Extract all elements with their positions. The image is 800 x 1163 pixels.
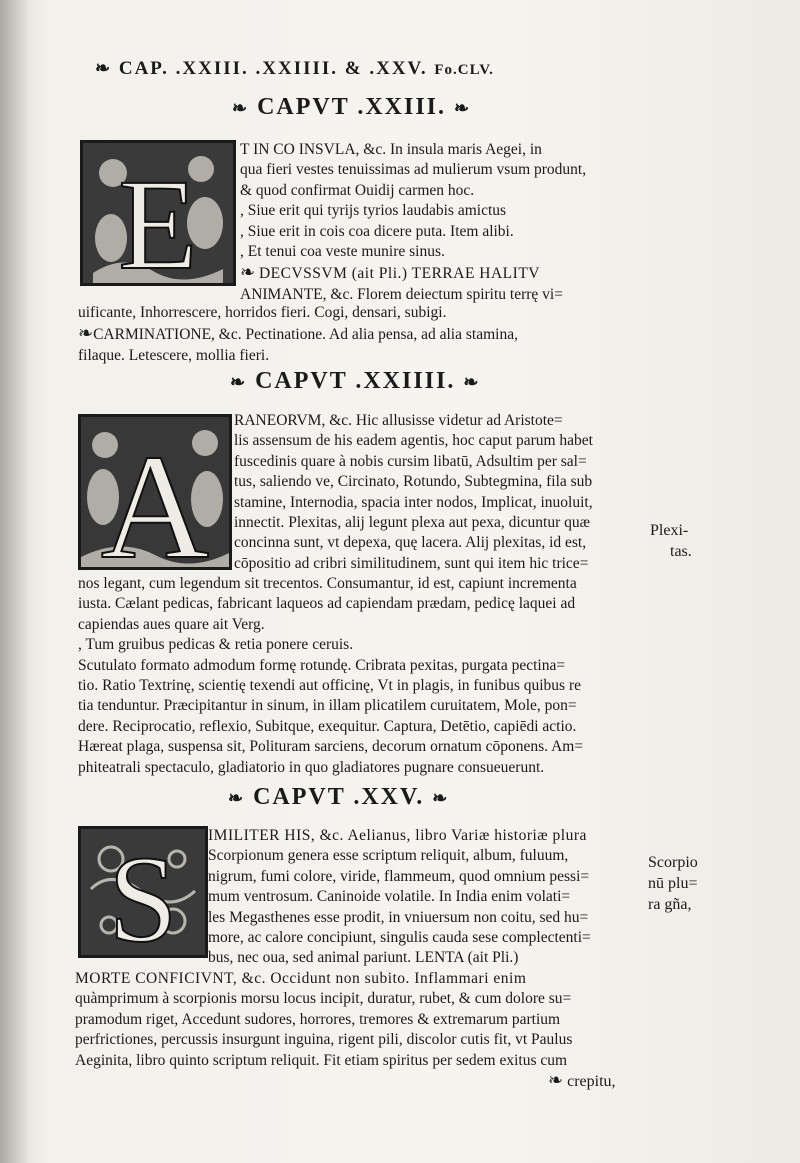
svg-text:E: E xyxy=(118,153,198,283)
fleuron-icon: ❧ xyxy=(240,262,256,283)
section-xxiiii-lines-indented xyxy=(234,411,593,574)
text-line: uificante, Inhorrescere, horridos fieri. Cogi, densari, subigi. xyxy=(78,304,447,321)
text-line xyxy=(240,262,586,284)
text-line: & quod confirmat Ouidij carmen hoc. xyxy=(240,181,475,199)
fleuron-icon: ❧ xyxy=(78,323,94,344)
verse-line: , Tum gruibus pedicas & retia ponere ceruis. xyxy=(78,636,354,654)
section-xxv-lines-indented xyxy=(208,826,591,969)
margin-note-line: nū plu= xyxy=(648,875,698,892)
text-line: Scorpionum genera esse scriptum reliquit, album, fuluum, xyxy=(208,847,569,865)
svg-text:S: S xyxy=(108,831,178,955)
section-xxv-lines-full xyxy=(75,969,572,1071)
text-line: Scutulato formato admodum formę rotundę. Cribrata pexitas, purgata pectina= xyxy=(78,656,566,674)
text-line: perfrictiones, percussis insurgunt inguina, rigent pili, discolor cutis fit, vt Paulus xyxy=(75,1031,573,1049)
margin-note-line: ra gña, xyxy=(648,896,692,913)
lemma-text: CARMINATIONE, &c. Pectinatione. Ad alia pensa, ad alia stamina, xyxy=(93,326,518,344)
text-line: Aeginita, libro quinto scriptum reliquit. Fit etiam spiritus per sedem exitus cum xyxy=(75,1051,568,1069)
text-line: nos legant, cum legendum sit trecentos. Consumantur, id est, capiunt incrementa xyxy=(78,575,577,592)
section-xxiiii-lines-full xyxy=(78,574,583,778)
running-head-title: CAP. .XXIII. .XXIIII. & .XXV. xyxy=(118,58,428,79)
gutter-shadow xyxy=(0,0,30,1163)
svg-text:A: A xyxy=(100,424,210,567)
text-line: quàmprimum à scorpionis morsu locus incipit, duratur, rubet, & cum dolore su= xyxy=(75,990,572,1008)
text-line: ANIMANTE, &c. Florem deiectum spiritu terrę vi= xyxy=(240,285,563,303)
text-line: tio. Ratio Textrinę, scientię texendi aut officinę, Vt in plagis, in funibus quibus re xyxy=(78,677,582,695)
verse-line: , Et tenui coa veste munire sinus. xyxy=(240,243,445,261)
text-line: capiendas aues quare ait Verg. xyxy=(78,615,265,633)
text-line: qua fieri vestes tenuissimas ad mulierum vsum produnt, xyxy=(240,161,587,179)
text-line: iusta. Cælant pedicas, fabricant laqueos ad capiendam prædam, pedicę laquei ad xyxy=(78,595,576,613)
text-line: RANEORVM, &c. Hic allusisse videtur ad Aristote= xyxy=(234,412,563,429)
text-line: lis assensum de his eadem agentis, hoc caput parum habet xyxy=(234,432,593,450)
fleuron-icon: ❧ xyxy=(228,788,246,808)
decorated-initial-s xyxy=(78,826,208,958)
fleuron-icon: ❧ xyxy=(548,1070,564,1090)
text-line: IMILITER HIS, &c. Aelianus, libro Variæ historiæ plura xyxy=(208,827,587,844)
verse-line: , Siue erit in cois coa dicere puta. Item alibi. xyxy=(240,222,514,240)
catchword-text: crepitu, xyxy=(567,1073,616,1090)
text-line: innectit. Plexitas, alij legunt plexa aut pexa, dicuntur quæ xyxy=(234,514,590,532)
text-line: pramodum riget, Accedunt sudores, horrores, tremores & extremarum partium xyxy=(75,1010,561,1028)
margin-note-line: tas. xyxy=(670,543,692,560)
margin-note-line: Plexi- xyxy=(650,522,689,539)
text-line: filaque. Letescere, mollia fieri. xyxy=(78,346,270,364)
folio-number: Fo.CLV. xyxy=(434,62,494,78)
chapter-heading xyxy=(0,368,800,395)
text-line: stamine, Internodia, spacia inter nodos, Implicat, inuoluit, xyxy=(234,493,593,511)
fleuron-icon: ❧ xyxy=(432,788,450,808)
fleuron-icon: ❧ xyxy=(95,58,113,78)
text-line: nigrum, fumi colore, viride, flammeum, quod omnium pessi= xyxy=(208,867,590,885)
text-line xyxy=(78,323,518,345)
text-line: fuscedinis quare à nobis cursim libatū, Adsultim per sal= xyxy=(234,452,587,470)
text-line: MORTE CONFICIVNT, &c. Occidunt non subito. Inflammari enim xyxy=(75,970,527,987)
text-line: mum ventrosum. Caninoide volatile. In India enim volati= xyxy=(208,888,571,906)
fleuron-icon: ❧ xyxy=(463,372,481,392)
section-xxiii-lines-full xyxy=(78,303,518,366)
margin-note-line: Scorpio xyxy=(648,854,698,871)
text-line: les Megasthenes esse prodit, in vniuersum non coitu, sed hu= xyxy=(208,908,589,926)
margin-note-plexitas xyxy=(650,520,692,562)
lemma-text: DECVSSVM (ait Pli.) TERRAE HALITV xyxy=(258,265,540,283)
fleuron-icon: ❧ xyxy=(230,372,248,392)
chapter-heading-text: CAPVT .XXV. xyxy=(253,784,425,810)
text-line: more, ac calore concipiunt, singulis cauda sese complectenti= xyxy=(208,929,591,947)
chapter-heading-text: CAPVT .XXIII. xyxy=(257,94,447,120)
text-line: cōpositio ad cribri similitudinem, sunt qui item hic trice= xyxy=(234,554,589,572)
text-line: concinna sunt, vt depexa, quę lacera. Alij plexitas, id est, xyxy=(234,534,587,552)
decorated-initial-e xyxy=(80,140,236,286)
running-head xyxy=(95,58,655,80)
verse-line: , Siue erit qui tyrijs tyrios laudabis amictus xyxy=(240,202,507,220)
section-xxiii-lines-indented xyxy=(240,140,586,305)
margin-note-scorpio xyxy=(648,852,698,915)
text-line: tus, saliendo ve, Circinato, Rotundo, Subtegmina, fila sub xyxy=(234,473,593,491)
text-line: dere. Reciprocatio, reflexio, Subitque, exequitur. Captura, Detētio, capiēdi actio. xyxy=(78,717,577,735)
text-line: phiteatrali spectaculo, gladiatorio in quo gladiatores pugnare consueuerunt. xyxy=(78,758,545,776)
text-line: tia tenduntur. Præcipitantur in sinum, in illam plicatilem curuitatem, Mole, pon= xyxy=(78,697,577,715)
fleuron-icon: ❧ xyxy=(232,98,250,118)
text-line: bus, nec oua, sed animal pariunt. LENTA (ait Pli.) xyxy=(208,949,519,967)
text-line: Hæreat plaga, suspensa sit, Polituram sarciens, decorum ornatum cōponens. Am= xyxy=(78,738,584,756)
chapter-heading-text: CAPVT .XXIIII. xyxy=(255,368,456,394)
chapter-heading xyxy=(0,94,800,121)
chapter-heading xyxy=(0,784,800,811)
decorated-initial-a xyxy=(78,414,232,570)
fleuron-icon: ❧ xyxy=(454,98,472,118)
catchword xyxy=(548,1070,616,1091)
text-line: T IN CO INSVLA, &c. In insula maris Aegei, in xyxy=(240,141,542,158)
